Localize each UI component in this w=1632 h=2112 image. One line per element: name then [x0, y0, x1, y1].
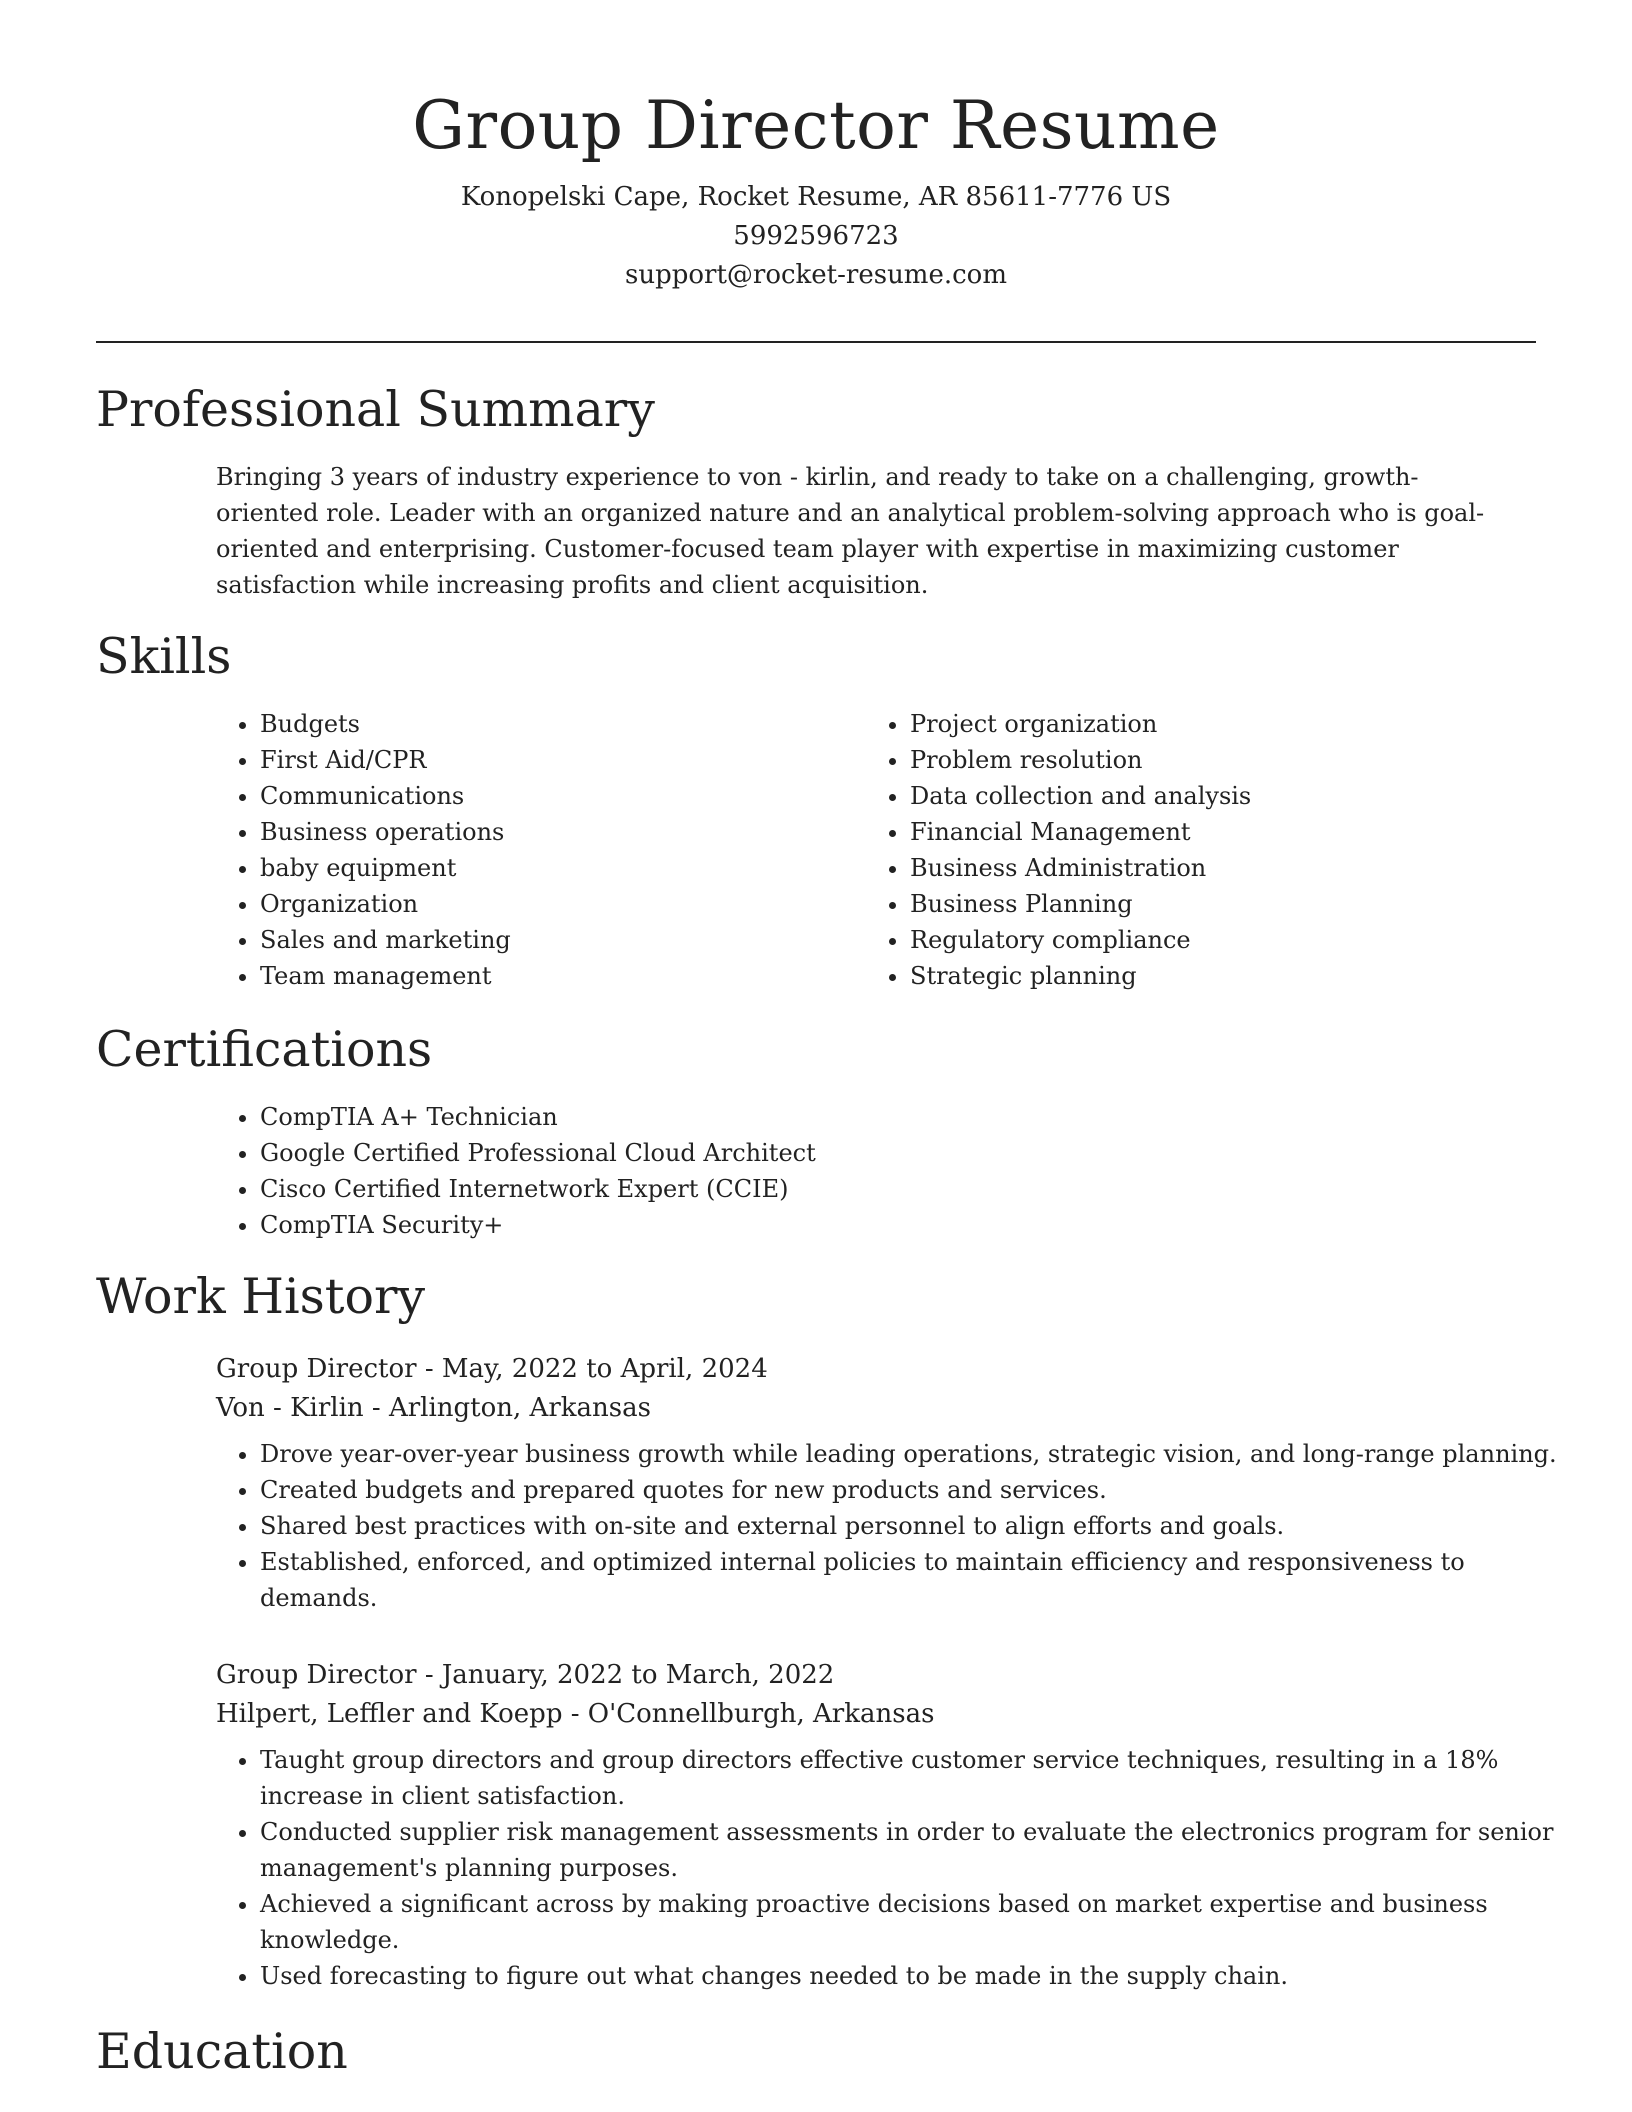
education-heading: Education — [96, 2023, 348, 2080]
certification-item: • CompTIA A+ Technician — [260, 1099, 1560, 1135]
job-bullet: • Conducted supplier risk management assessments in order to evaluate the electronics program for senior management's planning purposes. — [260, 1814, 1560, 1886]
job-2-bullets — [216, 1742, 1560, 1994]
skill-item: • Sales and marketing — [260, 922, 860, 958]
skill-item: • baby equipment — [260, 850, 860, 886]
contact-block — [96, 178, 1536, 295]
certification-item: • Google Certified Professional Cloud Architect — [260, 1135, 1560, 1171]
skill-item: • Problem resolution — [910, 742, 1570, 778]
job-bullet: • Taught group directors and group directors effective customer service techniques, resulting in a 18% increase in client satisfaction. — [260, 1742, 1560, 1814]
certification-item: • CompTIA Security+ — [260, 1207, 1560, 1243]
skill-item: • Financial Management — [910, 814, 1570, 850]
certifications-heading: Certifications — [96, 1021, 433, 1078]
contact-email: support@rocket-resume.com — [624, 260, 1007, 290]
contact-phone: 5992596723 — [733, 221, 899, 251]
page-title: Group Director Resume — [412, 87, 1220, 164]
job-company-line: Hilpert, Leffler and Koepp - O'Connellburgh, Arkansas — [216, 1699, 935, 1729]
job-bullet: • Achieved a significant across by making proactive decisions based on market expertise and business knowledge. — [260, 1886, 1560, 1958]
job-bullet: • Used forecasting to figure out what changes needed to be made in the supply chain. — [260, 1958, 1560, 1994]
job-role-line: Group Director - January, 2022 to March, 2022 — [216, 1660, 835, 1690]
skill-item: • First Aid/CPR — [260, 742, 860, 778]
certification-item: • Cisco Certified Internetwork Expert (CCIE) — [260, 1171, 1560, 1207]
resume-header — [96, 84, 1536, 295]
skill-item: • Business Administration — [910, 850, 1570, 886]
skill-item: • Strategic planning — [910, 958, 1570, 994]
job-2-header — [216, 1656, 934, 1734]
certifications-list — [216, 1099, 1560, 1243]
skill-item: • Business Planning — [910, 886, 1570, 922]
job-1-header — [216, 1350, 768, 1428]
summary-text: Bringing 3 years of industry experience to von - kirlin, and ready to take on a challenging, growth-oriented role. Leader with an organized nature and an analytical problem-solving approach who is goal-oriented and enterprising. Customer-focused team player with expertise in maximizing customer satisfaction while increasing profits and client acquisition. — [216, 463, 1485, 599]
skills-heading: Skills — [96, 628, 232, 685]
skill-item: • Data collection and analysis — [910, 778, 1570, 814]
work-history-heading: Work History — [96, 1268, 426, 1325]
skill-item: • Regulatory compliance — [910, 922, 1570, 958]
skill-item: • Organization — [260, 886, 860, 922]
job-role-line: Group Director - May, 2022 to April, 2024 — [216, 1354, 768, 1384]
job-company-line: Von - Kirlin - Arlington, Arkansas — [216, 1393, 651, 1423]
skill-item: • Project organization — [910, 706, 1570, 742]
skill-item: • Business operations — [260, 814, 860, 850]
contact-address: Konopelski Cape, Rocket Resume, AR 85611-7776 US — [460, 182, 1172, 212]
job-1-bullets — [216, 1436, 1580, 1616]
job-bullet: • Shared best practices with on-site and external personnel to align efforts and goals. — [260, 1508, 1580, 1544]
job-bullet: • Created budgets and prepared quotes for new products and services. — [260, 1472, 1580, 1508]
summary-heading: Professional Summary — [96, 381, 655, 438]
skills-list-left — [216, 706, 860, 994]
skills-list-right — [866, 706, 1570, 994]
job-bullet: • Established, enforced, and optimized internal policies to maintain efficiency and responsiveness to demands. — [260, 1544, 1580, 1616]
skill-item: • Team management — [260, 958, 860, 994]
header-divider — [96, 341, 1536, 343]
skill-item: • Budgets — [260, 706, 860, 742]
job-bullet: • Drove year-over-year business growth while leading operations, strategic vision, and long-range planning. — [260, 1436, 1580, 1472]
skill-item: • Communications — [260, 778, 860, 814]
